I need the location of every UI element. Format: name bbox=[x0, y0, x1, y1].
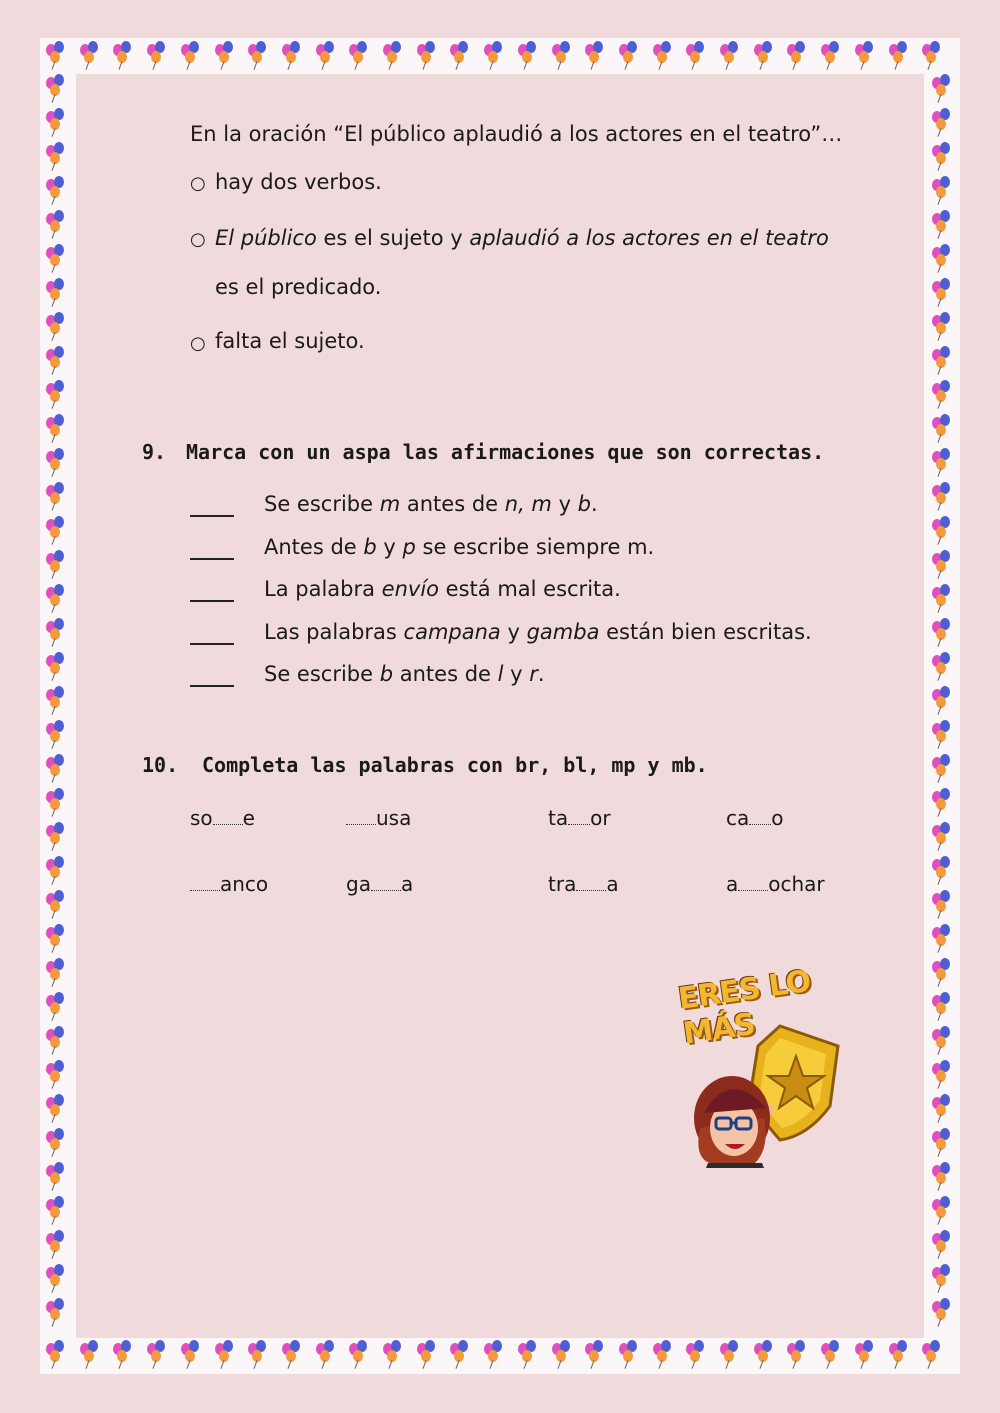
fill-in-word: tra a bbox=[548, 872, 619, 896]
q9-number: 9. bbox=[142, 440, 167, 464]
option-2-text-cont: es el predicado. bbox=[215, 275, 382, 299]
fill-in-word: a ochar bbox=[726, 872, 825, 896]
dotted-blank[interactable] bbox=[346, 810, 376, 825]
answer-blank[interactable] bbox=[190, 515, 234, 517]
dotted-blank[interactable] bbox=[576, 876, 606, 891]
fill-in-word: so e bbox=[190, 806, 255, 830]
q9-title: Marca con un aspa las afirmaciones que son correctas. bbox=[186, 440, 825, 464]
answer-blank[interactable] bbox=[190, 685, 234, 687]
intro-sentence: En la oración “El público aplaudió a los actores en el teatro”… bbox=[190, 122, 843, 146]
answer-blank[interactable] bbox=[190, 600, 234, 602]
fill-in-word: ta or bbox=[548, 806, 611, 830]
fill-in-word: ga a bbox=[346, 872, 414, 896]
option-bullet-icon[interactable]: ○ bbox=[190, 173, 206, 194]
bitmoji-shield-icon bbox=[680, 968, 880, 1168]
q9-item-text: La palabra envío está mal escrita. bbox=[264, 577, 621, 601]
fill-in-word: ca o bbox=[726, 806, 784, 830]
q10-number: 10. bbox=[142, 753, 179, 777]
answer-blank[interactable] bbox=[190, 558, 234, 560]
dotted-blank[interactable] bbox=[190, 876, 220, 891]
q9-item-text: Antes de b y p se escribe siempre m. bbox=[264, 535, 655, 559]
sticker-text: ERES LO MÁS bbox=[676, 963, 813, 1052]
option-3-text: falta el sujeto. bbox=[215, 329, 365, 353]
option-1-text: hay dos verbos. bbox=[215, 170, 382, 194]
fill-in-word: usa bbox=[346, 806, 411, 830]
eres-lo-mas-sticker bbox=[676, 963, 880, 1168]
dotted-blank[interactable] bbox=[738, 876, 768, 891]
fill-in-word: anco bbox=[190, 872, 268, 896]
option-2-text: El público es el sujeto y aplaudió a los actores en el teatro bbox=[215, 226, 829, 250]
answer-blank[interactable] bbox=[190, 643, 234, 645]
option-bullet-icon[interactable]: ○ bbox=[190, 229, 206, 250]
q9-item-text: Las palabras campana y gamba están bien escritas. bbox=[264, 620, 812, 644]
dotted-blank[interactable] bbox=[749, 810, 771, 825]
q10-title: Completa las palabras con br, bl, mp y mb. bbox=[202, 753, 708, 777]
q9-item-text: Se escribe m antes de n, m y b. bbox=[264, 492, 598, 516]
option-bullet-icon[interactable]: ○ bbox=[190, 333, 206, 354]
q9-item-text: Se escribe b antes de l y r. bbox=[264, 662, 545, 686]
dotted-blank[interactable] bbox=[371, 876, 401, 891]
dotted-blank[interactable] bbox=[213, 810, 243, 825]
dotted-blank[interactable] bbox=[568, 810, 590, 825]
